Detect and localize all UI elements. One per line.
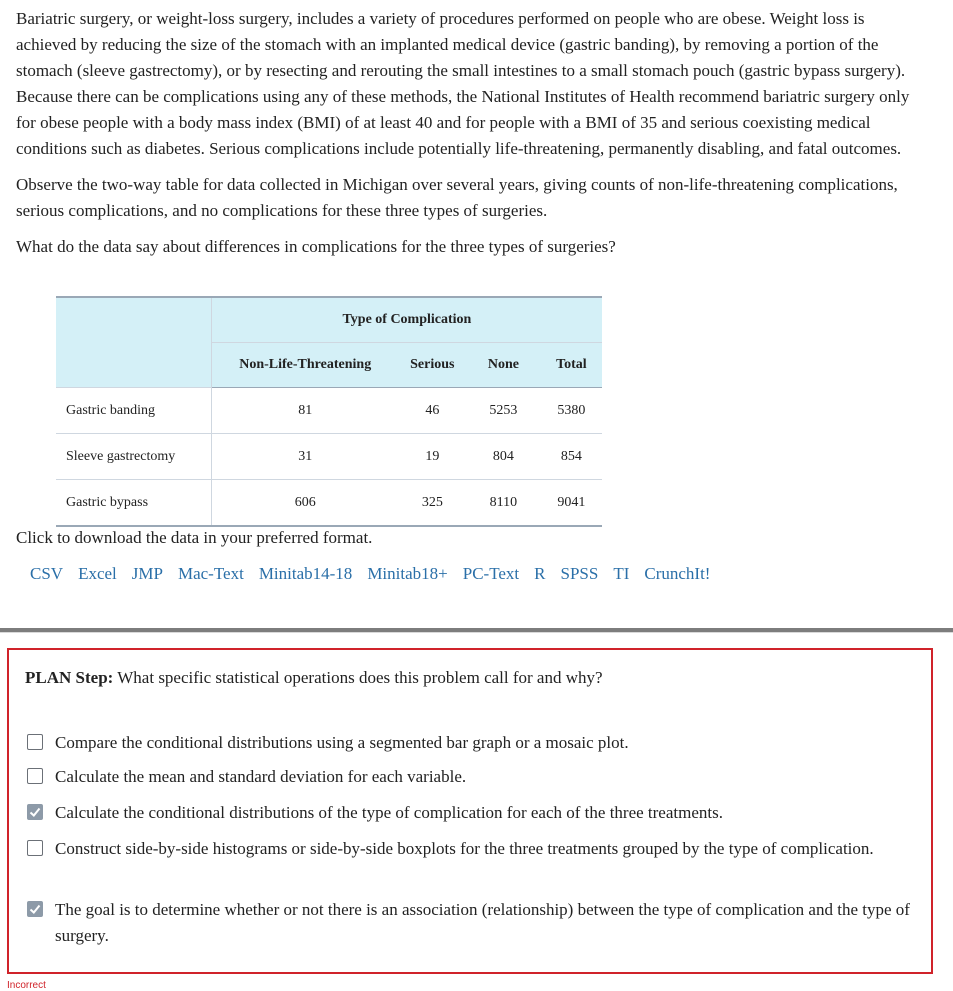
table-cell: 804 [466,434,541,480]
table-cell: 19 [399,434,466,480]
checkbox[interactable] [27,734,43,750]
download-pc-text-link[interactable]: PC-Text [462,564,520,583]
table-group-header: Type of Complication [211,297,602,343]
table-cell: 5253 [466,388,541,434]
plan-option-label: Compare the conditional distributions using a segmented bar graph or a mosaic plot. [55,733,629,752]
column-header: Non-Life-Threatening [211,343,398,388]
checkbox-checked[interactable] [27,804,43,820]
table-cell: 9041 [541,480,602,527]
download-r-link[interactable]: R [534,564,546,583]
row-label: Gastric bypass [56,480,211,527]
column-header: Serious [399,343,466,388]
checkbox[interactable] [27,768,43,784]
plan-step-panel [7,648,933,974]
checkbox-checked[interactable] [27,901,43,917]
table-cell: 46 [399,388,466,434]
table-row [56,434,602,480]
question-text: What do the data say about differences in complications for the three types of surgeries? [16,237,616,256]
row-label: Gastric banding [56,388,211,434]
download-minitab14-18-link[interactable]: Minitab14-18 [258,564,353,583]
download-ti-link[interactable]: TI [613,564,630,583]
intro-paragraph-1: Bariatric surgery, or weight-loss surgery, includes a variety of procedures performed on people who are obese. Weight loss is achieved by reducing the size of the stomach with an implanted medical device (gastric banding), by removing a portion of the stomach (sleeve gastrectomy), or by resecting and rerouting the small intestines to a small stomach pouch (gastric bypass surgery). Because there can be complications using any of these methods, the National Institutes of Health recommend bariatric surgery only for obese people with a body mass index (BMI) of at least 40 and for people with a BMI of 35 and serious coexisting medical conditions such as diabetes. Serious complications include potentially life-threatening, permanently disabling, and fatal outcomes. [16,9,910,158]
plan-option-label: The goal is to determine whether or not there is an association (relationship) between the type of complication and the type of surgery. [55,900,910,945]
download-spss-link[interactable]: SPSS [560,564,599,583]
plan-option[interactable] [27,730,917,756]
table-corner-cell [56,297,211,388]
table-row [56,388,602,434]
plan-step-title [25,668,603,688]
download-excel-link[interactable]: Excel [78,564,117,583]
plan-step-question: What specific statistical operations does this problem call for and why? [113,668,603,687]
table-cell: 854 [541,434,602,480]
checkmark-icon [29,903,41,915]
table-cell: 606 [211,480,398,527]
row-label: Sleeve gastrectomy [56,434,211,480]
column-header: Total [541,343,602,388]
download-mac-text-link[interactable]: Mac-Text [177,564,244,583]
plan-option[interactable] [27,897,917,949]
plan-option-label: Construct side-by-side histograms or side-by-side boxplots for the three treatments grouped by the type of complication. [55,839,874,858]
intro-paragraph-2: Observe the two-way table for data collected in Michigan over several years, giving counts of non-life-threatening complications, serious complications, and no complications for these three types of surgeries. [16,175,898,220]
plan-option[interactable] [27,764,917,790]
download-format-links [30,564,725,584]
answer-status: Incorrect [7,980,46,991]
table-cell: 5380 [541,388,602,434]
table-row [56,480,602,527]
download-minitab18plus-link[interactable]: Minitab18+ [367,564,448,583]
two-way-table [56,296,602,527]
download-prompt: Click to download the data in your preferred format. [16,528,373,547]
download-csv-link[interactable]: CSV [30,564,64,583]
plan-option-label: Calculate the conditional distributions of the type of complication for each of the three treatments. [55,803,723,822]
plan-step-label: PLAN Step: [25,668,114,687]
download-jmp-link[interactable]: JMP [131,564,163,583]
checkmark-icon [29,806,41,818]
checkbox[interactable] [27,840,43,856]
column-header: None [466,343,541,388]
plan-option-label: Calculate the mean and standard deviation for each variable. [55,767,467,786]
plan-option[interactable] [27,800,917,826]
table-cell: 325 [399,480,466,527]
problem-intro [16,6,921,270]
plan-option[interactable] [27,836,917,862]
table-cell: 31 [211,434,398,480]
download-crunchit-link[interactable]: CrunchIt! [644,564,711,583]
section-divider-shadow [0,632,953,633]
table-cell: 81 [211,388,398,434]
table-cell: 8110 [466,480,541,527]
